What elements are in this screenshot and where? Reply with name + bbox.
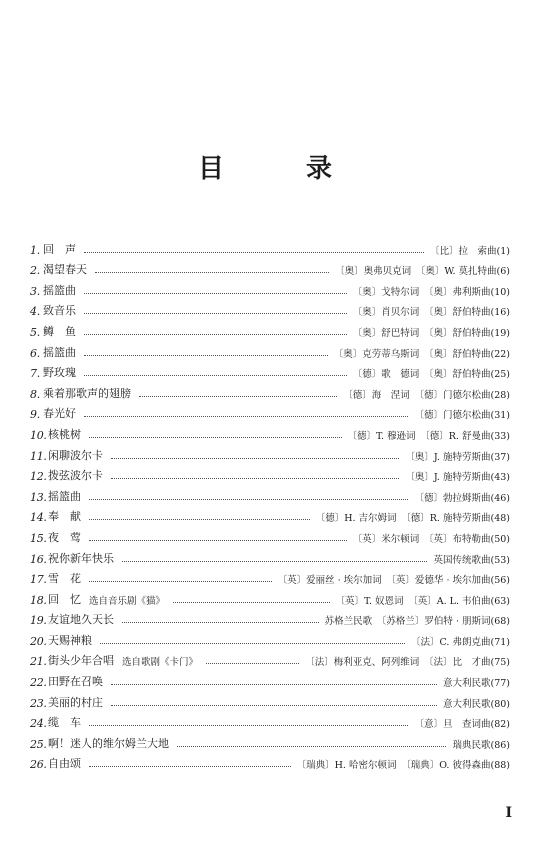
- dot-leader: [89, 725, 408, 726]
- toc-entry[interactable]: [30, 524, 510, 545]
- toc-entry-number: 25.: [30, 737, 47, 751]
- toc-entry-page: (33): [490, 430, 510, 442]
- toc-entry-title: 野玫瑰: [43, 366, 76, 380]
- toc-entry[interactable]: [30, 483, 510, 504]
- dot-leader: [111, 458, 399, 459]
- toc-entry-title: 田野在召唤: [48, 675, 103, 689]
- toc-entry-page: (53): [490, 554, 510, 566]
- toc-entry-number: 6.: [30, 346, 40, 360]
- toc-entry-number: 9.: [30, 408, 40, 422]
- toc-entry-page: (88): [490, 760, 510, 772]
- dot-leader: [89, 437, 342, 438]
- toc-entry-page: (86): [490, 739, 510, 751]
- toc-entry-title: 闲聊波尔卡: [48, 448, 103, 462]
- toc-entry[interactable]: [30, 401, 510, 422]
- toc-entry-title: 奉 献: [48, 510, 81, 524]
- toc-entry-number: 23.: [30, 696, 47, 710]
- toc-entry-credit: 〔法〕梅利亚克、阿列维词 〔法〕比 才曲: [305, 657, 491, 669]
- toc-entry-page: (6): [496, 266, 510, 278]
- toc-entry-page: (82): [490, 719, 510, 731]
- toc-entry-title: 回 声: [43, 242, 76, 256]
- toc-entry[interactable]: [30, 421, 510, 442]
- toc-entry-page: (63): [490, 595, 510, 607]
- toc-entry-title: 自由颂: [48, 757, 81, 771]
- dot-leader: [95, 272, 329, 273]
- dot-leader: [89, 519, 310, 520]
- toc-entry-title: 街头少年合唱: [48, 654, 114, 668]
- toc-entry-title: 祝你新年快乐: [48, 551, 114, 565]
- toc-entry-page: (19): [490, 327, 510, 339]
- toc-entry-title: 摇篮曲: [48, 489, 81, 503]
- toc-entry-credit: 〔奥〕克劳蒂乌斯词 〔奥〕舒伯特曲: [333, 348, 491, 360]
- toc-entry-credit: 苏格兰民歌 〔苏格兰〕罗伯特 · 朋斯词: [324, 616, 491, 628]
- toc-entry[interactable]: [30, 339, 510, 360]
- toc-entry-number: 26.: [30, 758, 47, 772]
- title-char-2: 录: [306, 154, 333, 184]
- toc-entry[interactable]: [30, 277, 510, 298]
- toc-entry-page: (56): [490, 575, 510, 587]
- toc-entry[interactable]: [30, 360, 510, 381]
- toc-entry-number: 3.: [30, 284, 40, 298]
- toc-entry-page: (46): [490, 492, 510, 504]
- toc-entry-number: 2.: [30, 264, 40, 278]
- toc-entry[interactable]: [30, 380, 510, 401]
- toc-entry-number: 5.: [30, 325, 40, 339]
- toc-entry[interactable]: [30, 730, 510, 751]
- toc-entry-number: 20.: [30, 634, 47, 648]
- dot-leader: [206, 663, 299, 664]
- dot-leader: [89, 581, 272, 582]
- toc-entry-title: 缆 车: [48, 716, 81, 730]
- toc-entry-credit: 〔奥〕J. 施特劳斯曲: [405, 451, 491, 463]
- toc-entry-title: 渴望春天: [43, 263, 87, 277]
- toc-entry[interactable]: [30, 710, 510, 731]
- toc-entry-title: 美丽的村庄: [48, 695, 103, 709]
- toc-entry-title: 友谊地久天长: [48, 613, 114, 627]
- toc-entry-page: (28): [490, 389, 510, 401]
- toc-entry-page: (75): [490, 657, 510, 669]
- toc-entry-title: 致音乐: [43, 304, 76, 318]
- dot-leader: [84, 252, 424, 253]
- toc-entry-number: 13.: [30, 490, 47, 504]
- toc-entry-page: (10): [490, 286, 510, 298]
- toc-entry-credit: 〔法〕C. 弗朗克曲: [411, 636, 491, 648]
- toc-entry[interactable]: [30, 689, 510, 710]
- toc-entry-title: 春光好: [43, 407, 76, 421]
- toc-entry-credit: 〔德〕海 涅词 〔德〕门德尔松曲: [343, 389, 491, 401]
- page-number: I: [505, 805, 512, 821]
- toc-entry-page: (68): [490, 616, 510, 628]
- dot-leader: [84, 355, 328, 356]
- toc-entry-title: 摇篮曲: [43, 345, 76, 359]
- toc-entry-credit: 〔奥〕J. 施特劳斯曲: [405, 472, 491, 484]
- toc-entry-number: 1.: [30, 243, 40, 257]
- toc-entry-number: 22.: [30, 676, 47, 690]
- toc-entry-credit: 〔比〕拉 索曲: [430, 245, 497, 257]
- toc-entry-credit: 意大利民歌: [442, 698, 491, 710]
- dot-leader: [84, 313, 347, 314]
- toc-entry-credit: 〔德〕歌 德词 〔奥〕舒伯特曲: [352, 369, 491, 381]
- toc-entry[interactable]: [30, 566, 510, 587]
- toc-entry[interactable]: [30, 545, 510, 566]
- toc-entry[interactable]: [30, 298, 510, 319]
- title-char-1: 目: [198, 154, 225, 184]
- toc-entry-page: (80): [490, 698, 510, 710]
- toc-entry-page: (31): [490, 410, 510, 422]
- toc-entry-credit: 〔奥〕舒巴特词 〔奥〕舒伯特曲: [352, 327, 491, 339]
- toc-entry-credit: 〔瑞典〕H. 哈密尔顿词 〔瑞典〕O. 彼得森曲: [296, 760, 491, 772]
- toc-entry-page: (50): [490, 533, 510, 545]
- page-title: [0, 148, 560, 184]
- toc-entry-credit: 〔英〕爱丽丝 · 埃尔加词 〔英〕爱德华 · 埃尔加曲: [277, 575, 491, 587]
- dot-leader: [84, 375, 347, 376]
- toc-entry-page: (48): [490, 513, 510, 525]
- toc-entry-number: 18.: [30, 593, 47, 607]
- toc-entry[interactable]: [30, 586, 510, 607]
- toc-entry[interactable]: [30, 236, 510, 257]
- toc-entry[interactable]: [30, 257, 510, 278]
- toc-entry[interactable]: [30, 463, 510, 484]
- toc-entry-title: 天赐神粮: [48, 633, 92, 647]
- toc-entry-page: (1): [496, 245, 510, 257]
- toc-list: [30, 236, 510, 771]
- toc-entry-credit: 〔英〕米尔顿词 〔英〕布特勒曲: [352, 533, 491, 545]
- toc-entry-page: (77): [490, 678, 510, 690]
- toc-entry-title: 雪 花: [48, 572, 81, 586]
- toc-entry[interactable]: [30, 751, 510, 772]
- toc-entry-credit: 瑞典民歌: [452, 739, 491, 751]
- dot-leader: [100, 643, 405, 644]
- toc-entry[interactable]: [30, 627, 510, 648]
- dot-leader: [84, 293, 347, 294]
- toc-entry[interactable]: [30, 318, 510, 339]
- toc-entry-number: 15.: [30, 531, 47, 545]
- toc-entry-number: 16.: [30, 552, 47, 566]
- dot-leader: [89, 540, 347, 541]
- toc-entry-credit: 〔奥〕奥弗贝克词 〔奥〕W. 莫扎特曲: [335, 266, 497, 278]
- dot-leader: [84, 334, 347, 335]
- dot-leader: [89, 766, 291, 767]
- toc-entry-number: 24.: [30, 717, 47, 731]
- dot-leader: [139, 396, 337, 397]
- toc-entry-title: 夜 莺: [48, 530, 81, 544]
- dot-leader: [122, 561, 427, 562]
- toc-entry-page: (37): [490, 451, 510, 463]
- dot-leader: [84, 416, 408, 417]
- toc-entry-number: 7.: [30, 367, 40, 381]
- toc-entry-number: 19.: [30, 614, 47, 628]
- toc-entry-number: 10.: [30, 428, 47, 442]
- toc-entry-credit: 〔英〕T. 奴恩词 〔英〕A. L. 韦伯曲: [335, 595, 491, 607]
- toc-entry-number: 11.: [30, 449, 47, 463]
- dot-leader: [111, 684, 437, 685]
- toc-entry-page: (16): [490, 307, 510, 319]
- toc-entry-credit: 〔奥〕肖贝尔词 〔奥〕舒伯特曲: [352, 307, 491, 319]
- toc-entry-number: 17.: [30, 573, 47, 587]
- dot-leader: [89, 499, 408, 500]
- toc-entry-subtitle: 选自歌剧《卡门》: [122, 657, 199, 669]
- toc-entry-credit: 〔意〕旦 查词曲: [414, 719, 491, 731]
- toc-entry-title: 核桃树: [48, 427, 81, 441]
- dot-leader: [122, 622, 319, 623]
- toc-entry-credit: 〔奥〕戈特尔词 〔奥〕弗利斯曲: [352, 286, 491, 298]
- toc-entry-credit: 意大利民歌: [442, 678, 491, 690]
- toc-entry-credit: 〔德〕门德尔松曲: [414, 410, 491, 422]
- toc-entry-credit: 英国传统歌曲: [433, 554, 491, 566]
- toc-entry-page: (71): [490, 636, 510, 648]
- toc-entry[interactable]: [30, 668, 510, 689]
- toc-entry[interactable]: [30, 442, 510, 463]
- toc-entry-number: 14.: [30, 511, 47, 525]
- dot-leader: [111, 705, 437, 706]
- toc-entry-title: 啊！迷人的维尔姆兰大地: [48, 736, 169, 750]
- toc-entry-page: (43): [490, 472, 510, 484]
- toc-entry-credit: 〔德〕H. 吉尔姆词 〔德〕R. 施特劳斯曲: [315, 513, 491, 525]
- toc-entry-credit: 〔德〕T. 穆逊词 〔德〕R. 舒曼曲: [347, 430, 491, 442]
- toc-entry[interactable]: [30, 648, 510, 669]
- dot-leader: [173, 602, 329, 603]
- toc-entry-title: 拨弦波尔卡: [48, 469, 103, 483]
- toc-entry-number: 21.: [30, 655, 47, 669]
- toc-entry-title: 回 忆: [48, 592, 81, 606]
- toc-entry-page: (22): [490, 348, 510, 360]
- toc-entry[interactable]: [30, 504, 510, 525]
- toc-entry-title: 摇篮曲: [43, 283, 76, 297]
- toc-entry-title: 鳟 鱼: [43, 324, 76, 338]
- toc-entry-page: (25): [490, 369, 510, 381]
- toc-entry-number: 8.: [30, 387, 40, 401]
- dot-leader: [177, 746, 446, 747]
- toc-entry-title: 乘着那歌声的翅膀: [43, 386, 131, 400]
- toc-entry-credit: 〔德〕勃拉姆斯曲: [414, 492, 491, 504]
- toc-entry-number: 12.: [30, 470, 47, 484]
- toc-entry[interactable]: [30, 607, 510, 628]
- toc-entry-number: 4.: [30, 305, 40, 319]
- dot-leader: [111, 478, 399, 479]
- toc-entry-subtitle: 选自音乐剧《猫》: [89, 595, 166, 607]
